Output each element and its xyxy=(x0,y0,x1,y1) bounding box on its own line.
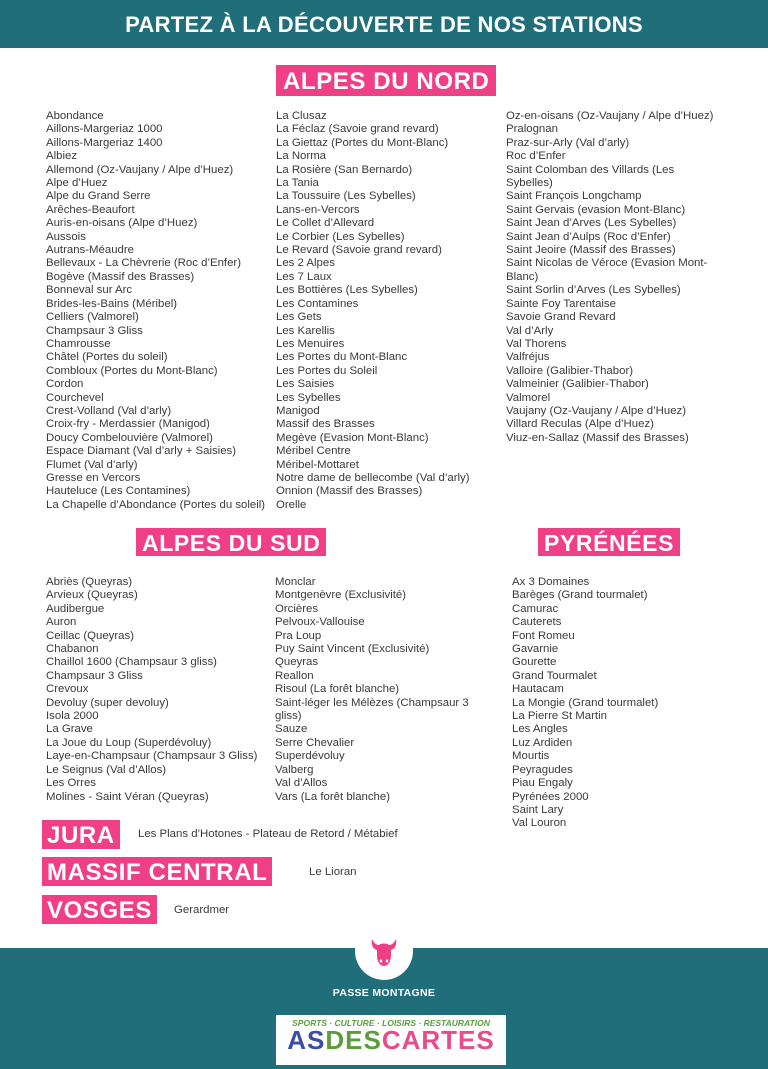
station-item: La Rosière (San Bernardo) xyxy=(276,163,413,176)
station-item: Saint François Longchamp xyxy=(506,190,642,203)
station-item: Chaillol 1600 (Champsaur 3 gliss) xyxy=(46,656,217,669)
station-item: Les Angles xyxy=(512,723,568,736)
station-item: Le Seignus (Val d’Allos) xyxy=(46,763,167,776)
station-item: Les Karellis xyxy=(276,324,335,337)
station-item: Val d’Arly xyxy=(506,324,554,337)
station-item: Laye-en-Champsaur (Champsaur 3 Gliss) xyxy=(46,750,258,763)
station-item: La Grave xyxy=(46,723,93,736)
station-item: Ceillac (Queyras) xyxy=(46,629,134,642)
section-title-vosges: VOSGES xyxy=(42,895,157,924)
station-item: Courchevel xyxy=(46,391,104,404)
asdescartes-logo xyxy=(276,1015,506,1065)
station-item: Villard Reculas (Alpe d’Huez) xyxy=(506,418,654,431)
station-item: Praz-sur-Arly (Val d’arly) xyxy=(506,136,630,149)
station-item: Saint Sorlin d’Arves (Les Sybelles) xyxy=(506,284,681,297)
station-item: Brides-les-Bains (Méribel) xyxy=(46,297,178,310)
logo-tagline: SPORTS · CULTURE · LOISIRS · RESTAURATION xyxy=(292,1018,490,1028)
station-list-alpes-nord-col2 xyxy=(276,110,504,512)
station-item: Le Corbier (Les Sybelles) xyxy=(276,230,405,243)
station-item: Alpe d’Huez xyxy=(46,177,108,190)
station-item: Bogève (Massif des Brasses) xyxy=(46,270,195,283)
station-item: Saint Lary xyxy=(512,803,564,816)
station-item: Valmeinier (Galibier-Thabor) xyxy=(506,378,649,391)
station-item: Valberg xyxy=(275,763,314,776)
station-item: Mourtis xyxy=(512,750,550,763)
station-item: La Clusaz xyxy=(276,110,327,122)
station-item: Val Louron xyxy=(512,817,567,830)
station-vosges: Gerardmer xyxy=(174,904,230,916)
station-item: Aussois xyxy=(46,230,86,243)
station-item: Les Sybelles xyxy=(276,391,341,404)
station-item: Serre Chevalier xyxy=(275,736,355,749)
logo-part-as: AS xyxy=(287,1025,326,1055)
station-item: Les Contamines xyxy=(276,297,359,310)
station-item: Montgenèvre (Exclusivité) xyxy=(275,589,407,602)
station-item: Les Orres xyxy=(46,777,97,790)
station-item: Lans-en-Vercors xyxy=(276,203,360,216)
station-list-alpes-nord-col3 xyxy=(506,110,716,445)
station-item: Chabanon xyxy=(46,643,99,656)
station-item: Molines - Saint Véran (Queyras) xyxy=(46,790,209,803)
station-item: Le Revard (Savoie grand revard) xyxy=(276,244,442,257)
station-item: Les 7 Laux xyxy=(276,270,332,283)
station-item: Megève (Evasion Mont-Blanc) xyxy=(276,431,429,444)
footer-label: PASSE MONTAGNE xyxy=(332,987,436,999)
station-item: Crest-Volland (Val d’arly) xyxy=(46,404,172,417)
station-item: Orcières xyxy=(275,602,319,615)
station-item: Font Romeu xyxy=(512,629,575,642)
station-list-alpes-sud-col2 xyxy=(275,576,470,804)
station-item: Flumet (Val d’arly) xyxy=(46,458,138,471)
station-item: Doucy Combelouvière (Valmorel) xyxy=(46,431,213,444)
station-item: Pralognan xyxy=(506,123,558,136)
station-item: La Pierre St Martin xyxy=(512,710,607,723)
station-item: Luz Ardiden xyxy=(512,736,573,749)
station-item: Piau Engaly xyxy=(512,777,573,790)
station-item: Le Collet d’Allevard xyxy=(276,217,375,230)
station-item: Queyras xyxy=(275,656,319,669)
station-item: Onnion (Massif des Brasses) xyxy=(276,485,423,498)
station-item: Crevoux xyxy=(46,683,89,696)
bull-head-icon xyxy=(355,922,413,980)
station-item: Oz-en-oisans (Oz-Vaujany / Alpe d’Huez) xyxy=(506,110,714,122)
station-item: Puy Saint Vincent (Exclusivité) xyxy=(275,643,430,656)
station-item: Croix-fry - Merdassier (Manigod) xyxy=(46,418,210,431)
station-item: Hauteluce (Les Contamines) xyxy=(46,485,191,498)
section-title-massif-central: MASSIF CENTRAL xyxy=(42,857,272,886)
station-item: La Mongie (Grand tourmalet) xyxy=(512,696,659,709)
station-item: Méribel Centre xyxy=(276,445,351,458)
station-item: Abondance xyxy=(46,110,104,122)
section-title-pyrenees: PYRÉNÉES xyxy=(538,528,680,556)
section-title-alpes-du-sud: ALPES DU SUD xyxy=(136,528,326,556)
station-item: Ax 3 Domaines xyxy=(512,576,590,588)
station-item: La Féclaz (Savoie grand revard) xyxy=(276,123,439,136)
station-item: Cauterets xyxy=(512,616,562,629)
station-item: Arêches-Beaufort xyxy=(46,203,135,216)
station-item: Les Gets xyxy=(276,311,322,324)
station-item: Superdévoluy xyxy=(275,750,345,763)
station-item: Les Saisies xyxy=(276,378,335,391)
station-item: Sainte Foy Tarentaise xyxy=(506,297,616,310)
station-item: Camurac xyxy=(512,602,559,615)
station-item: Albiez xyxy=(46,150,78,163)
station-item: Les Portes du Soleil xyxy=(276,364,378,377)
station-item: Devoluy (super devoluy) xyxy=(46,696,169,709)
station-item: La Norma xyxy=(276,150,327,163)
station-item: Méribel-Mottaret xyxy=(276,458,359,471)
station-item: Valloire (Galibier-Thabor) xyxy=(506,364,634,377)
logo-part-des: DES xyxy=(325,1025,382,1055)
station-item: Chamrousse xyxy=(46,337,111,350)
station-item: Saint-léger les Mélèzes (Champsaur 3 gliss) xyxy=(275,696,469,723)
station-item: Aillons-Margeriaz 1000 xyxy=(46,123,163,136)
logo-part-cartes: CARTES xyxy=(381,1025,495,1055)
station-item: Val Thorens xyxy=(506,337,567,350)
station-item: Auron xyxy=(46,616,77,629)
station-item: Risoul (La forêt blanche) xyxy=(275,683,400,696)
station-item: La Tania xyxy=(276,177,319,190)
station-item: Bellevaux - La Chèvrerie (Roc d’Enfer) xyxy=(46,257,241,270)
station-item: Saint Gervais (evasion Mont-Blanc) xyxy=(506,203,686,216)
station-item: Peyragudes xyxy=(512,763,573,776)
station-item: Celliers (Valmorel) xyxy=(46,311,139,324)
page-title: PARTEZ À LA DÉCOUVERTE DE NOS STATIONS xyxy=(0,0,768,48)
station-item: Saint Colomban des Villards (Les Sybelles) xyxy=(506,163,675,190)
station-item: La Giettaz (Portes du Mont-Blanc) xyxy=(276,136,449,149)
station-item: Gresse en Vercors xyxy=(46,471,141,484)
station-item: Les Menuires xyxy=(276,337,345,350)
logo-name xyxy=(276,1025,506,1056)
station-item: Bonneval sur Arc xyxy=(46,284,133,297)
station-item: Hautacam xyxy=(512,683,564,696)
station-item: Les 2 Alpes xyxy=(276,257,335,270)
station-item: Monclar xyxy=(275,576,316,588)
station-item: La Toussuire (Les Sybelles) xyxy=(276,190,416,203)
station-item: Champsaur 3 Gliss xyxy=(46,669,143,682)
station-item: Saint Jeoire (Massif des Brasses) xyxy=(506,244,676,257)
station-item: Aillons-Margeriaz 1400 xyxy=(46,136,163,149)
station-item: Pra Loup xyxy=(275,629,322,642)
station-item: Auris-en-oisans (Alpe d’Huez) xyxy=(46,217,198,230)
station-item: Barèges (Grand tourmalet) xyxy=(512,589,648,602)
station-item: Roc d’Enfer xyxy=(506,150,566,163)
station-item: La Joue du Loup (Superdévoluy) xyxy=(46,736,212,749)
station-item: Valmorel xyxy=(506,391,551,404)
station-item: Manigod xyxy=(276,404,320,417)
station-item: Notre dame de bellecombe (Val d’arly) xyxy=(276,471,470,484)
station-list-alpes-sud-col1 xyxy=(46,576,274,804)
station-item: La Chapelle d’Abondance (Portes du soleil) xyxy=(46,498,266,511)
section-title-jura: JURA xyxy=(42,820,120,849)
station-item: Les Bottières (Les Sybelles) xyxy=(276,284,418,297)
station-item: Pelvoux-Vallouise xyxy=(275,616,365,629)
station-item: Alpe du Grand Serre xyxy=(46,190,151,203)
station-list-alpes-nord-col1 xyxy=(46,110,274,512)
station-item: Espace Diamant (Val d’arly + Saisies) xyxy=(46,445,237,458)
station-item: Saint Nicolas de Véroce (Evasion Mont-Blanc) xyxy=(506,257,708,283)
station-item: Orelle xyxy=(276,498,307,511)
station-item: Saint Jean d’Aulps (Roc d’Enfer) xyxy=(506,230,671,243)
station-item: Grand Tourmalet xyxy=(512,669,597,682)
station-item: Savoie Grand Revard xyxy=(506,311,616,324)
station-item: Val d’Allos xyxy=(275,777,328,790)
station-item: Reallon xyxy=(275,669,314,682)
station-item: Les Portes du Mont-Blanc xyxy=(276,351,408,364)
station-item: Isola 2000 xyxy=(46,710,99,723)
station-item: Vars (La forêt blanche) xyxy=(275,790,391,803)
station-item: Viuz-en-Sallaz (Massif des Brasses) xyxy=(506,431,689,444)
station-item: Cordon xyxy=(46,378,84,391)
station-item: Massif des Brasses xyxy=(276,418,375,431)
section-title-alpes-du-nord: ALPES DU NORD xyxy=(276,65,496,96)
station-item: Champsaur 3 Gliss xyxy=(46,324,143,337)
station-item: Allemond (Oz-Vaujany / Alpe d’Huez) xyxy=(46,163,234,176)
station-item: Pyrénées 2000 xyxy=(512,790,589,803)
station-massif-central: Le Lioran xyxy=(309,866,357,878)
station-jura: Les Plans d’Hotones - Plateau de Retord / Métabief xyxy=(138,828,398,840)
station-item: Vaujany (Oz-Vaujany / Alpe d’Huez) xyxy=(506,404,687,417)
station-item: Saint Jean d’Arves (Les Sybelles) xyxy=(506,217,677,230)
station-item: Sauze xyxy=(275,723,308,736)
station-item: Audibergue xyxy=(46,602,105,615)
station-item: Combloux (Portes du Mont-Blanc) xyxy=(46,364,218,377)
station-item: Gourette xyxy=(512,656,557,669)
station-item: Valfréjus xyxy=(506,351,550,364)
station-list-pyrenees xyxy=(512,576,712,831)
station-item: Autrans-Méaudre xyxy=(46,244,135,257)
station-item: Arvieux (Queyras) xyxy=(46,589,138,602)
station-item: Châtel (Portes du soleil) xyxy=(46,351,168,364)
station-item: Abriès (Queyras) xyxy=(46,576,133,588)
station-item: Gavarnie xyxy=(512,643,559,656)
